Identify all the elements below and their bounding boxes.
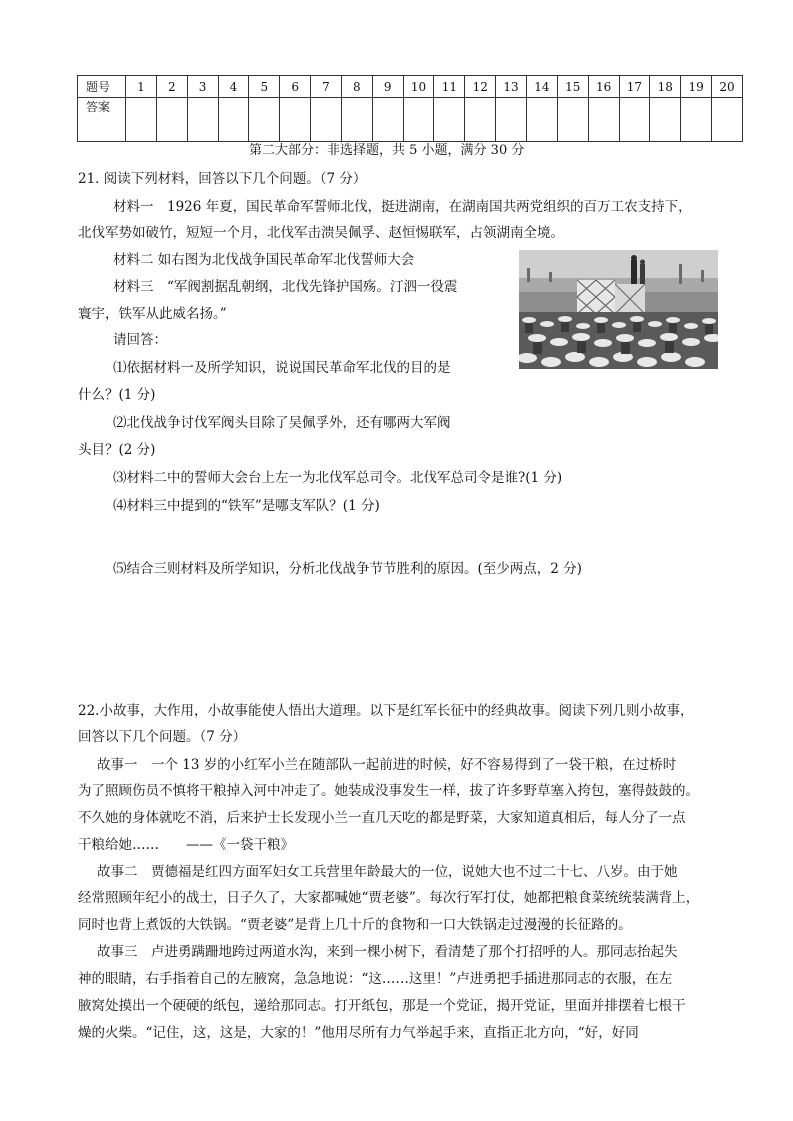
table-cell: 18	[650, 76, 681, 98]
table-cell: 16	[588, 76, 619, 98]
q22-title-line1: 22.小故事，大作用，小故事能使人悟出大道理。以下是红军长征中的经典故事。阅读下列几则小故事，	[78, 703, 694, 719]
q21-sub2-line2: 头目？(2 分)	[78, 442, 156, 458]
table-cell: 4	[218, 76, 249, 98]
q21-sub5: ⑸结合三则材料及所学知识，分析北伐战争节节胜利的原因。(至少两点，2 分)	[113, 561, 582, 577]
answer-cell[interactable]	[218, 98, 249, 142]
q21-title: 21. 阅读下列材料，回答以下几个问题。（7 分）	[78, 171, 367, 187]
table-cell: 19	[681, 76, 712, 98]
q22-story1-line3: 不久她的身体就吃不消，后来护士长发现小兰一直几天吃的都是野菜，大家知道真相后，每人分了一点	[78, 810, 686, 826]
q22-story3-line2: 神的眼睛，右手指着自己的左腋窝，急急地说：“这……这里！”卢进勇把手插进那同志的衣服，在左	[78, 971, 673, 987]
q22-story3-line3: 腋窝处摸出一个硬硬的纸包，递给那同志。打开纸包，那是一个党证，揭开党证，里面并排摆着七根干	[78, 998, 686, 1014]
table-cell: 1	[126, 76, 157, 98]
row-label-number: 题号	[78, 76, 126, 98]
q21-material3-line2: 寰宇，铁军从此威名扬。”	[78, 306, 227, 322]
q21-sub1-line1: ⑴依据材料一及所学知识，说说国民革命军北伐的目的是	[113, 360, 451, 376]
q22-story1-line1: 故事一 一个 13 岁的小红军小兰在随部队一起前进的时候，好不容易得到了一袋干粮，在过桥时	[97, 757, 677, 773]
q22-story1-line2: 为了照顾伤员不慎将干粮掉入河中冲走了。她装成没事发生一样，拔了许多野草塞入挎包，塞得鼓鼓的。	[78, 783, 699, 799]
q22-story2-line3: 同时也背上煮饭的大铁锅。“贾老婆”是背上几十斤的食物和一口大铁锅走过漫漫的长征路的。	[78, 917, 632, 933]
answer-cell[interactable]	[496, 98, 527, 142]
answer-cell[interactable]	[681, 98, 712, 142]
q21-material1-line1: 材料一 1926 年夏，国民革命军誓师北伐，挺进湖南，在湖南国共两党组织的百万工农支持下，	[113, 199, 692, 215]
table-cell: 11	[434, 76, 465, 98]
question-number-row	[78, 76, 743, 98]
q21-ask: 请回答：	[113, 332, 167, 348]
table-cell: 3	[187, 76, 218, 98]
answer-cell[interactable]	[280, 98, 311, 142]
answer-row	[78, 98, 743, 142]
q22-story2-line1: 故事二 贾德福是红四方面军妇女工兵营里年龄最大的一位，说她大也不过二十七、八岁。由于她	[97, 864, 678, 880]
q21-material3-line1: 材料三 “军阀割据乱朝纲，北伐先锋护国殇。汀泗一役震	[113, 279, 458, 295]
q21-material2: 材料二 如右图为北伐战争国民革命军北伐誓师大会	[113, 252, 415, 268]
q22-story1-line4: 干粮给她…… ——《一袋干粮》	[78, 837, 294, 853]
table-cell: 6	[280, 76, 311, 98]
answer-cell[interactable]	[465, 98, 496, 142]
answer-cell[interactable]	[126, 98, 157, 142]
answer-cell[interactable]	[249, 98, 280, 142]
answer-cell[interactable]	[311, 98, 342, 142]
table-cell: 9	[372, 76, 403, 98]
q21-sub4: ⑷材料三中提到的“铁军”是哪支军队？(1 分)	[113, 498, 380, 514]
table-cell: 5	[249, 76, 280, 98]
q21-sub1-line2: 什么？(1 分)	[78, 387, 156, 403]
answer-cell[interactable]	[341, 98, 372, 142]
q22-story3-line4: 燥的火柴。“记住，这，这是，大家的！”他用尽所有力气举起手来，直指正北方向，“好，好同	[78, 1025, 639, 1041]
table-cell: 14	[526, 76, 557, 98]
q22-title-line2: 回答以下几个问题。（7 分）	[78, 729, 247, 745]
table-cell: 10	[403, 76, 434, 98]
answer-table	[77, 75, 743, 142]
table-cell: 17	[619, 76, 650, 98]
q22-story3-line1: 故事三 卢进勇蹒跚地跨过两道水沟，来到一棵小树下，看清楚了那个打招呼的人。那同志抬起失	[97, 944, 678, 960]
answer-cell[interactable]	[557, 98, 588, 142]
table-cell: 2	[156, 76, 187, 98]
answer-cell[interactable]	[372, 98, 403, 142]
q21-material1-line2: 北伐军势如破竹，短短一个月，北伐军击溃吴佩孚、赵恒惕联军，占领湖南全境。	[78, 225, 564, 241]
q22-story2-line2: 经常照顾年纪小的战士，日子久了，大家都喊她“贾老婆”。每次行军打仗，她都把粮食菜统统装满背上，	[78, 890, 700, 906]
answer-cell[interactable]	[434, 98, 465, 142]
answer-cell[interactable]	[403, 98, 434, 142]
row-label-answer: 答案	[78, 98, 126, 142]
table-cell: 13	[496, 76, 527, 98]
answer-cell[interactable]	[650, 98, 681, 142]
part2-heading: 第二大部分：非选择题，共 5 小题，满分 30 分	[249, 143, 525, 158]
northern-expedition-oath-rally-photo	[519, 250, 718, 369]
answer-cell[interactable]	[187, 98, 218, 142]
answer-cell[interactable]	[526, 98, 557, 142]
table-cell: 8	[341, 76, 372, 98]
answer-cell[interactable]	[588, 98, 619, 142]
q21-sub3: ⑶材料二中的誓师大会台上左一为北伐军总司令。北伐军总司令是谁?(1 分)	[113, 470, 563, 486]
table-cell: 12	[465, 76, 496, 98]
table-cell: 7	[311, 76, 342, 98]
table-cell: 15	[557, 76, 588, 98]
table-cell: 20	[712, 76, 743, 98]
answer-cell[interactable]	[619, 98, 650, 142]
answer-cell[interactable]	[712, 98, 743, 142]
q21-sub2-line1: ⑵北伐战争讨伐军阀头目除了吴佩孚外，还有哪两大军阀	[113, 415, 451, 431]
answer-cell[interactable]	[156, 98, 187, 142]
